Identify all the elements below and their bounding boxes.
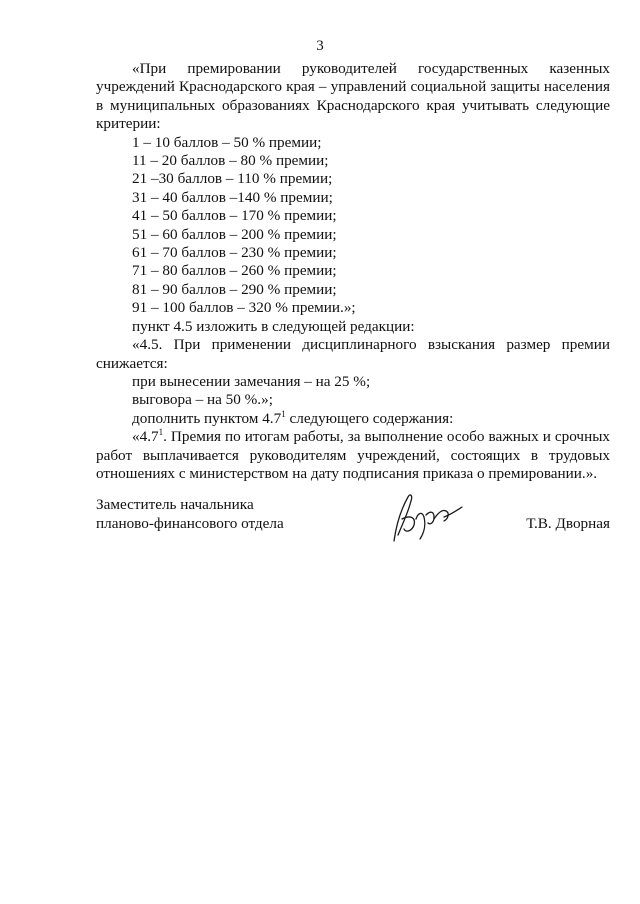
document-body bbox=[96, 60, 610, 483]
criteria-item: 11 – 20 баллов – 80 % премии; bbox=[132, 152, 329, 170]
add-item-text-after: следующего содержания: bbox=[285, 409, 454, 427]
criteria-item: 41 – 50 баллов – 170 % премии; bbox=[132, 207, 337, 225]
item-4-7-text bbox=[96, 428, 610, 483]
criteria-list bbox=[96, 134, 610, 318]
item-4-7-number: «4.7 bbox=[132, 428, 159, 446]
item-4-7-body: . Премия по итогам работы, за выполнение особо важных и срочных работ выплачивается руководителям учреждений, состоящих в трудовых отношениях с министерством на дату подписания приказа о премировании.». bbox=[96, 428, 610, 482]
signatory-position-line: планово-финансового отдела bbox=[96, 515, 284, 532]
intro-paragraph: «При премировании руководителей государственных казенных учреждений Краснодарского края – управлений социальной защиты населения в муниципальных образованиях Краснодарского края учитывать следующие критерии: bbox=[96, 60, 610, 133]
page-number: 3 bbox=[316, 38, 324, 54]
item-4-5-text: «4.5. При применении дисциплинарного взыскания размер премии снижается: bbox=[96, 336, 610, 372]
add-item-text-before: дополнить пунктом 4.7 bbox=[132, 409, 282, 427]
item-4-5-intro: пункт 4.5 изложить в следующей редакции: bbox=[132, 317, 415, 335]
signatory-position-line: Заместитель начальника bbox=[96, 496, 254, 513]
superscript: 1 bbox=[281, 408, 286, 419]
criteria-item: 91 – 100 баллов – 320 % премии.»; bbox=[132, 299, 356, 317]
signatory-name: Т.В. Дворная bbox=[526, 515, 610, 532]
signature-block bbox=[96, 495, 610, 533]
criteria-item: 21 –30 баллов – 110 % премии; bbox=[132, 170, 333, 188]
criteria-item: 61 – 70 баллов – 230 % премии; bbox=[132, 244, 337, 262]
signatory-position bbox=[96, 495, 316, 533]
criteria-item: 51 – 60 баллов – 200 % премии; bbox=[132, 225, 337, 243]
penalty-reprimand: выговора – на 50 %.»; bbox=[132, 391, 273, 409]
criteria-item: 71 – 80 баллов – 260 % премии; bbox=[132, 262, 337, 280]
penalty-remark: при вынесении замечания – на 25 %; bbox=[132, 372, 371, 390]
criteria-item: 1 – 10 баллов – 50 % премии; bbox=[132, 133, 322, 151]
handwritten-signature bbox=[386, 489, 468, 547]
criteria-item: 81 – 90 баллов – 290 % премии; bbox=[132, 280, 337, 298]
superscript: 1 bbox=[158, 427, 164, 438]
add-item-4-7 bbox=[96, 410, 610, 428]
criteria-item: 31 – 40 баллов –140 % премии; bbox=[132, 188, 333, 206]
